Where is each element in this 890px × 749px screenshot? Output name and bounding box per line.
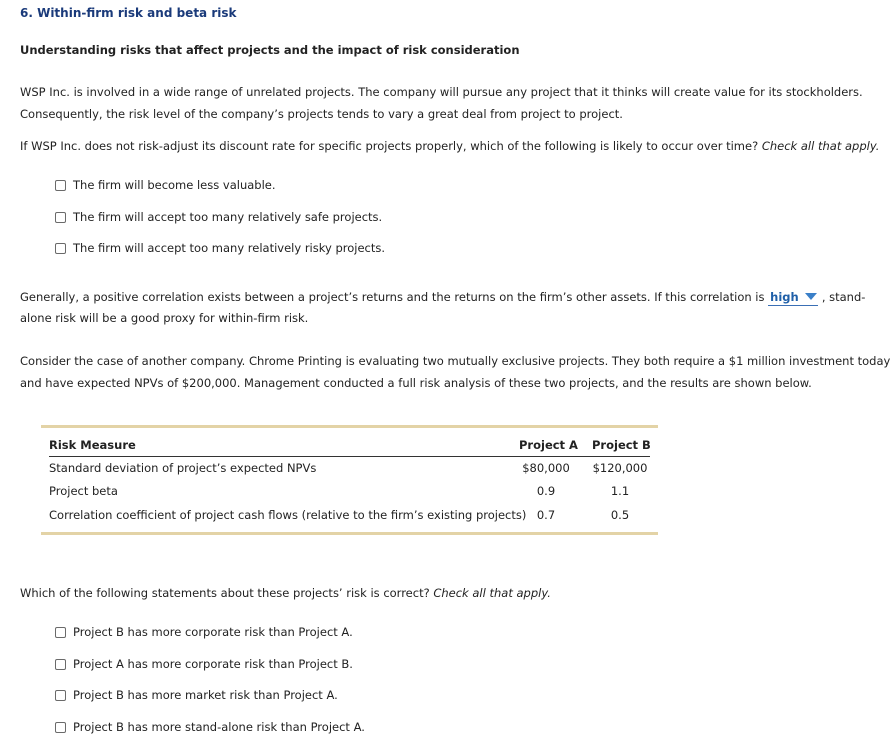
table-cell: $120,000 <box>592 461 648 475</box>
q3-option-4[interactable] <box>55 720 365 734</box>
option-label: Project B has more market risk than Project A. <box>73 688 338 702</box>
case-line-1: Consider the case of another company. Chrome Printing is evaluating two mutually exclusive projects. They both require a $1 million investment today <box>20 354 890 368</box>
checkbox[interactable] <box>55 243 66 254</box>
option-label: The firm will accept too many relatively risky projects. <box>73 241 386 255</box>
case-line-2: and have expected NPVs of $200,000. Management conducted a full risk analysis of these two projects, and the results are shown below. <box>20 376 812 390</box>
checkbox[interactable] <box>55 212 66 223</box>
risk-table <box>41 425 658 535</box>
q1-prompt-text: If WSP Inc. does not risk-adjust its discount rate for specific projects properly, which of the following is likely to occur over time? <box>20 139 759 153</box>
table-cell: Standard deviation of project’s expected NPVs <box>49 461 317 475</box>
q3-instruction: Check all that apply. <box>433 586 551 600</box>
table-cell: $80,000 <box>522 461 570 475</box>
col-header-project-a: Project A <box>519 438 578 452</box>
section-subheading: Understanding risks that affect projects and the impact of risk consideration <box>20 43 520 57</box>
q3-prompt-text: Which of the following statements about these projects’ risk is correct? <box>20 586 430 600</box>
table-cell: Project beta <box>49 484 118 498</box>
table-cell: 0.7 <box>536 508 556 522</box>
q3-option-1[interactable] <box>55 625 353 639</box>
q2-text-after: , stand- <box>821 290 866 304</box>
q1-option-2[interactable] <box>55 210 382 224</box>
q1-option-1[interactable] <box>55 178 276 192</box>
q3-option-3[interactable] <box>55 688 338 702</box>
table-cell: Correlation coefficient of project cash flows (relative to the firm’s existing projects) <box>49 508 527 522</box>
checkbox[interactable] <box>55 180 66 191</box>
checkbox[interactable] <box>55 627 66 638</box>
header-divider <box>49 456 650 457</box>
dropdown-value: high <box>770 290 799 304</box>
checkbox[interactable] <box>55 722 66 733</box>
question-title: 6. Within-firm risk and beta risk <box>20 6 237 20</box>
col-header-project-b: Project B <box>592 438 651 452</box>
option-label: Project B has more stand-alone risk than Project A. <box>73 720 365 734</box>
col-header-risk-measure: Risk Measure <box>49 438 136 452</box>
q1-instruction: Check all that apply. <box>761 139 880 153</box>
q3-prompt <box>20 582 551 604</box>
intro-line-2: Consequently, the risk level of the company’s projects tends to vary a great deal from project to project. <box>20 107 623 121</box>
correlation-dropdown[interactable] <box>768 289 818 306</box>
q2-line-2: alone risk will be a good proxy for within-firm risk. <box>20 311 309 325</box>
checkbox[interactable] <box>55 690 66 701</box>
q1-option-3[interactable] <box>55 241 385 255</box>
q1-prompt <box>20 135 879 157</box>
q2-text-before: Generally, a positive correlation exists between a project’s returns and the returns on the firm’s other assets. If this correlation is <box>20 290 765 304</box>
q2-line-1 <box>20 286 865 308</box>
option-label: The firm will become less valuable. <box>73 178 276 192</box>
intro-line-1: WSP Inc. is involved in a wide range of unrelated projects. The company will pursue any project that it thinks will create value for its stockholders. <box>20 85 863 99</box>
table-cell: 0.5 <box>610 508 630 522</box>
q3-option-2[interactable] <box>55 657 353 671</box>
option-label: Project B has more corporate risk than Project A. <box>73 625 353 639</box>
table-cell: 0.9 <box>536 484 556 498</box>
option-label: Project A has more corporate risk than Project B. <box>73 657 353 671</box>
option-label: The firm will accept too many relatively safe projects. <box>73 210 383 224</box>
table-cell: 1.1 <box>610 484 630 498</box>
chevron-down-icon <box>805 293 817 300</box>
checkbox[interactable] <box>55 659 66 670</box>
